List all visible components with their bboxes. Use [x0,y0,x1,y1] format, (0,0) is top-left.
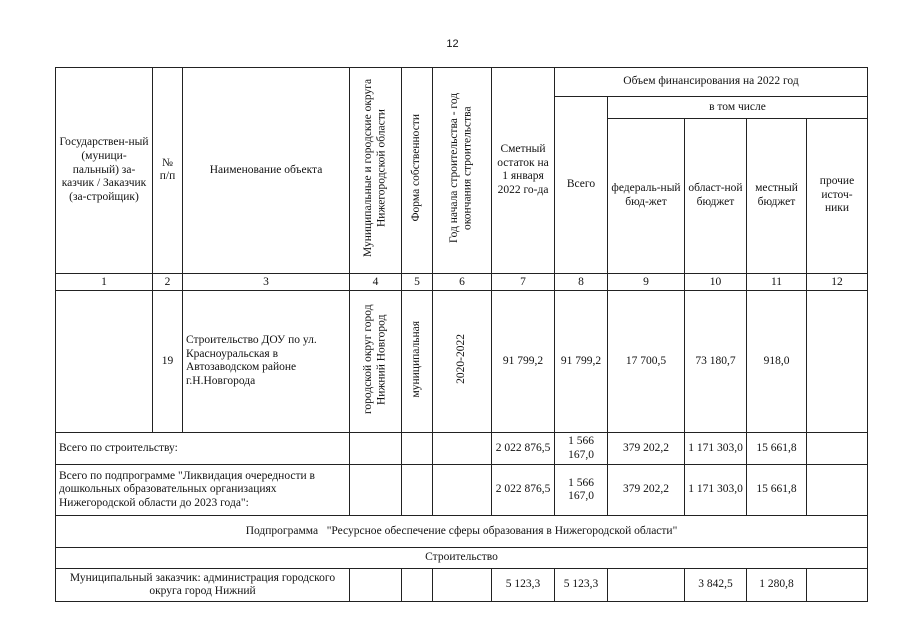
object-number: 19 [153,290,183,433]
header-row-1 [56,68,868,97]
object-other [807,290,868,433]
header-district: Муниципальные и городские округа Нижегородской области [350,68,402,274]
col-number: 7 [492,273,555,290]
header-other: прочие источ-ники [807,118,868,273]
header-object-name: Наименование объекта [183,68,350,274]
header-regional: област-ной бюджет [685,118,747,273]
header-ownership: Форма собственности [402,68,433,274]
object-district: городской округ город Нижний Новгород [350,290,402,433]
municipal-regional: 3 842,5 [685,569,747,602]
municipal-federal [608,569,685,602]
col-number: 4 [350,273,402,290]
total-construction-label: Всего по строительству: [56,433,350,465]
object-local: 918,0 [747,290,807,433]
total-construction-balance: 2 022 876,5 [492,433,555,465]
object-name: Строительство ДОУ по ул. Красноуральская в Автозаводском районе г.Н.Новгорода [183,290,350,433]
header-total: Всего [555,97,608,274]
header-including: в том числе [608,97,868,119]
col-number: 12 [807,273,868,290]
col-number: 2 [153,273,183,290]
total-subprogram-row [56,465,868,516]
section-title: Строительство [56,548,868,569]
municipal-other [807,569,868,602]
total-subprogram-total: 1 566 167,0 [555,465,608,516]
total-subprogram-local: 15 661,8 [747,465,807,516]
header-federal: федераль-ный бюд-жет [608,118,685,273]
col-number: 1 [56,273,153,290]
col-number: 5 [402,273,433,290]
municipal-local: 1 280,8 [747,569,807,602]
col-number: 10 [685,273,747,290]
municipal-customer-label: Муниципальный заказчик: администрация городского округа город Нижний [56,569,350,602]
header-customer: Государствен-ный (муници-пальный) за-казчик / Заказчик (за-стройщик) [56,68,153,274]
col-number: 3 [183,273,350,290]
object-balance: 91 799,2 [492,290,555,433]
total-subprogram-federal: 379 202,2 [608,465,685,516]
page-number: 12 [446,38,459,50]
object-regional: 73 180,7 [685,290,747,433]
object-ownership: муниципальная [402,290,433,433]
total-subprogram-label: Всего по подпрограмме "Ликвидация очередности в дошкольных образовательных организациях Нижегородской области до 2023 года": [56,465,350,516]
municipal-balance: 5 123,3 [492,569,555,602]
subprogram-title-row [56,516,868,548]
object-federal: 17 700,5 [608,290,685,433]
object-years: 2020-2022 [433,290,492,433]
header-number: № п/п [153,68,183,274]
total-construction-total: 1 566 167,0 [555,433,608,465]
total-construction-row [56,433,868,465]
total-construction-federal: 379 202,2 [608,433,685,465]
municipal-total: 5 123,3 [555,569,608,602]
header-balance: Сметный остаток на 1 января 2022 го-да [492,68,555,274]
col-number: 6 [433,273,492,290]
object-total: 91 799,2 [555,290,608,433]
subprogram-title: Подпрограмма "Ресурсное обеспечение сферы образования в Нижегородской области" [56,516,868,548]
column-numbers-row [56,273,868,290]
object-row [56,290,868,433]
municipal-customer-row [56,569,868,602]
header-financing: Объем финансирования на 2022 год [555,68,868,97]
col-number: 9 [608,273,685,290]
section-title-row [56,548,868,569]
total-subprogram-balance: 2 022 876,5 [492,465,555,516]
total-construction-regional: 1 171 303,0 [685,433,747,465]
total-subprogram-regional: 1 171 303,0 [685,465,747,516]
financing-table [55,67,868,602]
col-number: 8 [555,273,608,290]
header-years: Год начала строительства - год окончания строительства [433,68,492,274]
total-construction-local: 15 661,8 [747,433,807,465]
header-local: местный бюджет [747,118,807,273]
object-customer [56,290,153,433]
col-number: 11 [747,273,807,290]
